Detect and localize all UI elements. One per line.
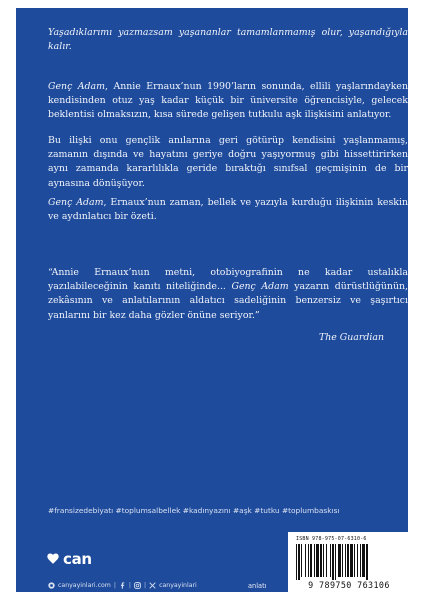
publisher-logo <box>46 548 92 570</box>
barcode-digits: 9 789750 763106 <box>308 580 390 590</box>
barcode-bar <box>305 544 306 577</box>
series-name: anlatı <box>248 582 267 590</box>
instagram-icon <box>134 582 141 589</box>
facebook-icon <box>119 582 126 589</box>
separator: | <box>113 582 116 589</box>
isbn-label: ISBN 978-975-07-6310-6 <box>296 536 367 542</box>
blurb-paragraph-2: Bu ilişki onu gençlik anılarına geri götürüp kendisini yaşlanmamış, zamanın dışında ve hayatını geriye doğru yaşıyormuş gibi hissettirirken aynı zamanda kararlılıkla geride bıraktığı sınıfsal geçmişinin de bir aynasına dönüşüyor. <box>48 135 408 189</box>
separator: | <box>144 582 147 589</box>
barcode-bar <box>296 544 297 580</box>
barcode-bar <box>362 544 365 577</box>
blurb-paragraph-3 <box>48 196 408 224</box>
web-icon <box>48 582 55 589</box>
barcode-bars <box>294 544 404 580</box>
barcode-bar <box>332 544 334 580</box>
barcode-bar <box>314 544 315 577</box>
barcode-bar <box>323 544 324 577</box>
barcode-bar <box>310 544 312 577</box>
barcode-bar <box>345 544 346 577</box>
barcode-bar <box>330 544 331 577</box>
publisher-name: can <box>63 550 92 568</box>
book-title: Genç Adam <box>48 81 106 92</box>
review-quote <box>48 266 408 323</box>
barcode-bar <box>301 544 302 577</box>
barcode-bar <box>354 544 355 577</box>
social-handle: canyayinlari <box>159 582 197 589</box>
barcode-bar <box>342 544 343 577</box>
barcode-bar <box>357 544 358 577</box>
epigraph-text: Yaşadıklarımı yazmazsam yaşananlar tamamlanmamış olur, yaşandığıyla kalır. <box>48 27 408 53</box>
barcode-bar <box>347 544 349 577</box>
barcode-bar <box>350 544 353 577</box>
book-title: Genç Adam <box>231 281 289 293</box>
website-text: canyayinlari.com <box>58 582 111 589</box>
barcode-bar <box>338 544 341 577</box>
barcode-bar <box>308 544 309 577</box>
blurb-text: , Ernaux’nun zaman, bellek ve yazıyla kurduğu ilişkinin keskin ve aydınlatıcı bir özeti. <box>48 197 408 223</box>
quote-text: “Annie Ernaux’nun metni, otobiyografinin ne kadar ustalıkla yazılabileceğinin kanıtı niteliğinde... <box>48 267 408 293</box>
barcode-bar <box>366 544 368 580</box>
quote-attribution: The Guardian <box>318 332 384 343</box>
barcode-bar <box>316 544 319 577</box>
back-cover <box>16 8 408 592</box>
epigraph <box>48 26 408 54</box>
heart-icon <box>46 552 60 566</box>
publisher-social <box>48 582 197 589</box>
barcode-bar <box>320 544 322 577</box>
x-icon <box>149 582 156 589</box>
blurb-paragraph-1 <box>48 80 408 123</box>
separator: | <box>128 582 132 589</box>
blurb-text: , Annie Ernaux’nun 1990’ların sonunda, ellili yaşlarındayken kendisinden otuz yaş kadar küçük bir üniversite öğrencisiyle, gelecek beklentisi olmaksızın, kısa sürede gelişen tutkulu aşk ilişkisini anlatıyor. <box>48 81 408 121</box>
barcode-bar <box>326 544 327 577</box>
barcode-bar <box>335 544 336 580</box>
barcode-bar <box>298 544 300 580</box>
book-title: Genç Adam <box>48 197 104 208</box>
hashtags: #fransizedebiyatı #toplumsalbellek #kadınyazını #aşk #tutku #toplumbaskısı <box>48 506 340 515</box>
isbn-barcode <box>288 532 408 592</box>
quote-text: yazarın dürüstlüğünün, zekâsının ve anlatılarının aldatıcı sadeliğinin benzersiz ve şaşırtıcı yanlarını bir kez daha gözler önüne seriyor.” <box>48 281 408 321</box>
barcode-bar <box>360 544 361 577</box>
